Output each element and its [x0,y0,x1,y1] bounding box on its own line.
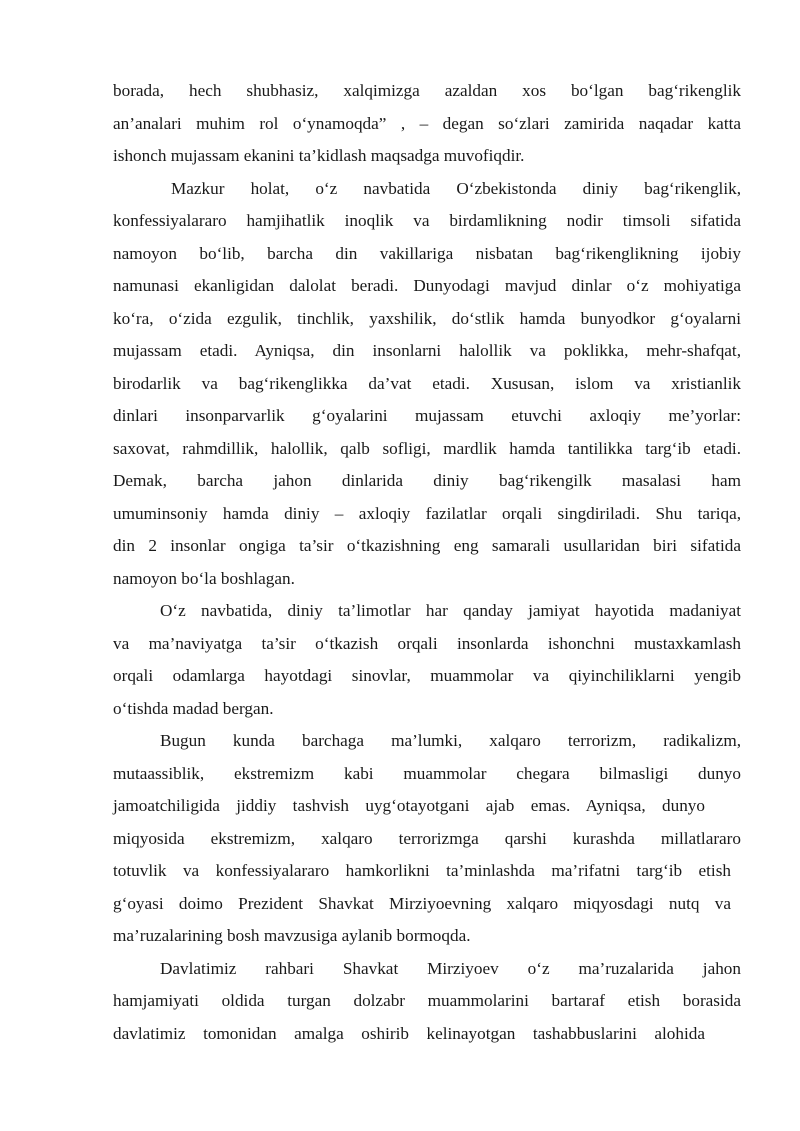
text-line: o‘tishda madad bergan. [113,698,274,718]
text-line: ishonch mujassam ekanini ta’kidlash maqsadga muvofiqdir. [113,146,525,165]
text-line: umuminsoniy hamda diniy – axloqiy fazilatlar orqali singdiriladi. Shu tariqa, [113,503,741,523]
text-line: borada, hech shubhasiz, xalqimizga azaldan xos bo‘lgan bag‘rikenglik [113,81,741,100]
text-line: ko‘ra, o‘zida ezgulik, tinchlik, yaxshilik, do‘stlik hamda bunyodkor g‘oyalarni [113,308,741,328]
text-line: O‘z navbatida, diniy ta’limotlar har qanday jamiyat hayotida madaniyat [160,601,741,620]
text-line: namunasi ekanligidan dalolat beradi. Dunyodagi mavjud dinlar o‘z mohiyatiga [113,276,741,295]
text-line: totuvlik va konfessiyalararo hamkorlikni ta’minlashda ma’rifatni targ‘ib etish [113,861,731,880]
text-line: va ma’naviyatga ta’sir o‘tkazish orqali insonlarda ishonchni mustaxkamlash [113,633,741,653]
paragraph [113,725,741,953]
text-line: namoyon bo‘lib, barcha din vakillariga nisbatan bag‘rikenglikning ijobiy [113,243,741,263]
text-line: birodarlik va bag‘rikenglikka da’vat etadi. Xususan, islom va xristianlik [113,373,741,393]
text-line: konfessiyalararo hamjihatlik inoqlik va birdamlikning nodir timsoli sifatida [113,211,741,230]
text-line: hamjamiyati oldida turgan dolzabr muammolarini bartaraf etish borasida [113,991,741,1010]
text-line: mujassam etadi. Ayniqsa, din insonlarni halollik va poklikka, mehr-shafqat, [113,341,741,360]
text-line: an’analari muhim rol o‘ynamoqda” , – degan so‘zlari zamirida naqadar katta [113,113,741,133]
text-line: orqali odamlarga hayotdagi sinovlar, muammolar va qiyinchiliklarni yengib [113,666,741,685]
text-line: g‘oyasi doimo Prezident Shavkat Mirziyoevning xalqaro miqyosdagi nutq va [113,893,731,913]
text-line: Bugun kunda barchaga ma’lumki, xalqaro terrorizm, radikalizm, [160,731,741,750]
text-line: Demak, barcha jahon dinlarida diniy bag‘rikengilk masalasi ham [113,471,741,490]
text-line: miqyosida ekstremizm, xalqaro terrorizmga qarshi kurashda millatlararo [113,828,741,848]
text-line: mutaassiblik, ekstremizm kabi muammolar chegara bilmasligi dunyo [113,763,741,783]
text-line: ma’ruzalarining bosh mavzusiga aylanib bormoqda. [113,926,471,945]
text-line: jamoatchiligida jiddiy tashvish uyg‘otayotgani ajab emas. Ayniqsa, dunyo [113,796,705,815]
text-line: davlatimiz tomonidan amalga oshirib kelinayotgan tashabbuslarini alohida [113,1023,705,1043]
paragraph [113,953,741,1051]
text-line: saxovat, rahmdillik, halollik, qalb sofligi, mardlik hamda tantilikka targ‘ib etadi. [113,438,741,458]
text-line: dinlari insonparvarlik g‘oyalarini mujassam etuvchi axloqiy me’yorlar: [113,406,741,425]
paragraph [113,173,741,596]
text-line: Davlatimiz rahbari Shavkat Mirziyoev o‘z ma’ruzalarida jahon [160,958,741,978]
paragraph [113,595,741,725]
document-body [113,75,741,1050]
text-line: Mazkur holat, o‘z navbatida O‘zbekistonda diniy bag‘rikenglik, [171,178,741,198]
text-line: din 2 insonlar ongiga ta’sir o‘tkazishning eng samarali usullaridan biri sifatida [113,536,741,555]
text-line: namoyon bo‘la boshlagan. [113,568,295,588]
paragraph [113,75,741,173]
